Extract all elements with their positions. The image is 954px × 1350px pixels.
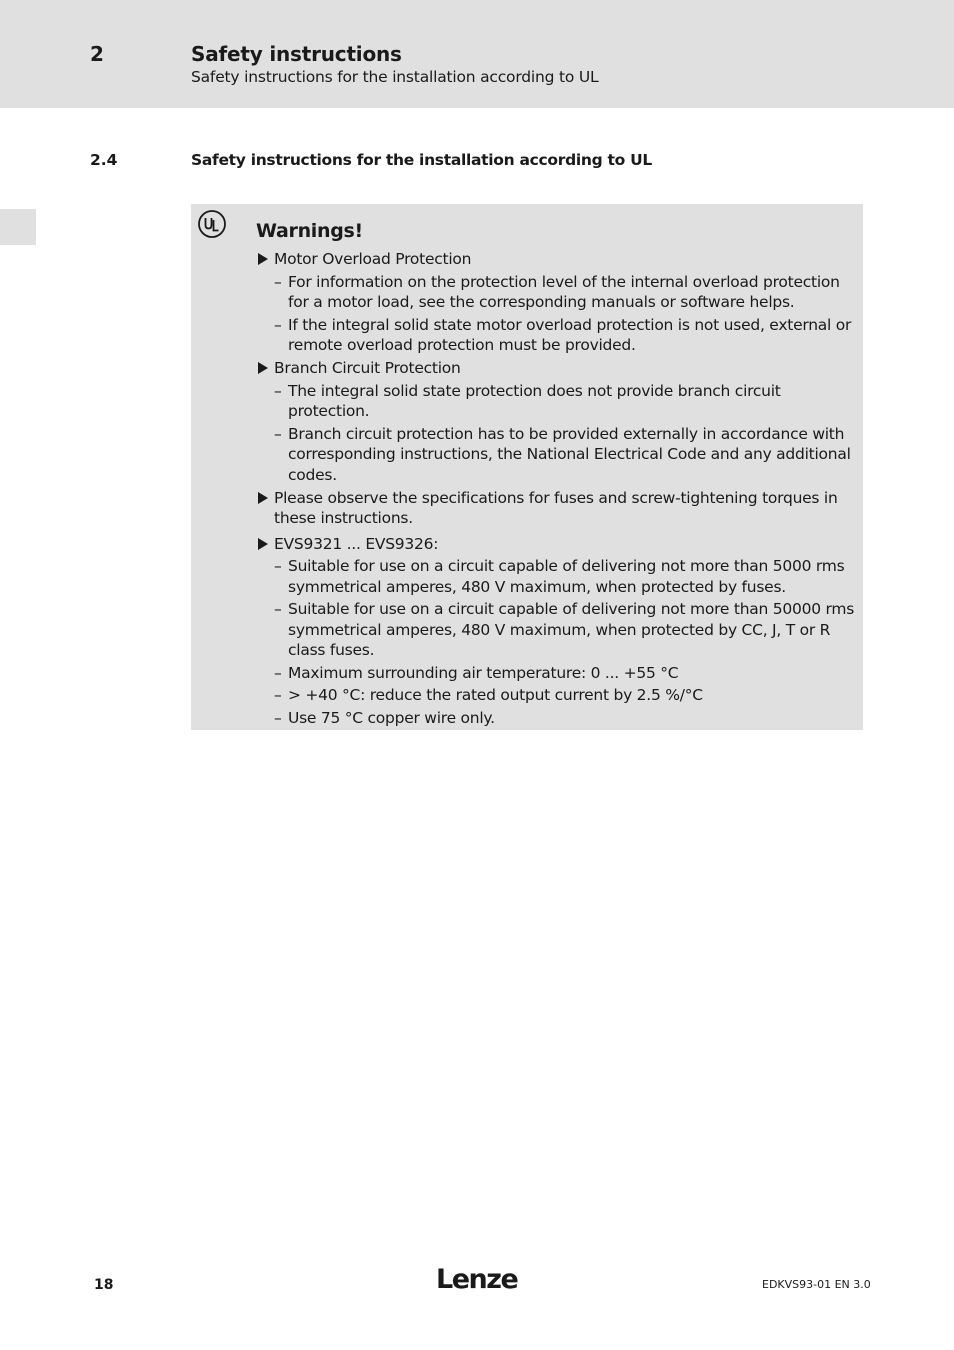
- bullet-triangle-icon: [258, 253, 268, 265]
- dash-marker: –: [274, 708, 282, 727]
- dash-marker: –: [274, 424, 282, 443]
- warning-subitem: [274, 708, 860, 729]
- warning-title: Warnings!: [256, 220, 363, 242]
- warning-subitem-text: If the integral solid state motor overload protection is not used, external or remote overload protection must be provided.: [288, 315, 852, 354]
- header-band: [0, 0, 954, 108]
- warning-item-text: Branch Circuit Protection: [274, 359, 461, 377]
- dash-marker: –: [274, 686, 282, 704]
- warning-subitem-text: Maximum surrounding air temperature: 0 ... +55 °C: [288, 663, 679, 682]
- ul-listing-mark-icon: [197, 209, 227, 239]
- warning-item-text: Please observe the specifications for fuses and screw-tightening torques in these instructions.: [274, 488, 838, 527]
- warning-subitem: [274, 685, 860, 706]
- warning-subitem-text: Branch circuit protection has to be provided externally in accordance with corresponding instructions, the National Electrical Code and any additional codes.: [288, 424, 851, 484]
- section-number: 2.4: [90, 151, 118, 169]
- warning-item: [256, 249, 860, 356]
- warning-subitem: [274, 272, 860, 313]
- warning-subitem-text: Use 75 °C copper wire only.: [288, 708, 495, 727]
- warning-subitem-text: The integral solid state protection does not provide branch circuit protection.: [288, 381, 781, 420]
- bullet-triangle-icon: [258, 362, 268, 374]
- warning-subitem: [274, 424, 860, 486]
- chapter-subtitle: Safety instructions for the installation according to UL: [191, 68, 599, 86]
- warning-item-text: EVS9321 ... EVS9326:: [274, 534, 439, 553]
- bullet-triangle-icon: [258, 492, 268, 504]
- warning-subitem: [274, 599, 860, 661]
- chapter-number: 2: [90, 42, 104, 66]
- warning-item: [256, 488, 860, 529]
- warning-item-text: Motor Overload Protection: [274, 250, 472, 268]
- document-code: EDKVS93-01 EN 3.0: [762, 1278, 871, 1291]
- warning-subitem: [274, 556, 860, 597]
- warning-subitem-text: Suitable for use on a circuit capable of delivering not more than 50000 rms symmetrical amperes, 480 V maximum, when protected by CC, J, T or R class fuses.: [288, 600, 855, 659]
- warning-subitem: [274, 663, 860, 684]
- warning-sublist: [274, 272, 860, 356]
- dash-marker: –: [274, 315, 282, 334]
- warning-subitem-text: > +40 °C: reduce the rated output current by 2.5 %/°C: [288, 686, 703, 704]
- page-number: 18: [94, 1277, 114, 1293]
- section-title: Safety instructions for the installation according to UL: [191, 151, 652, 169]
- dash-marker: –: [274, 600, 282, 618]
- warning-subitem: [274, 381, 860, 422]
- warning-subitem: [274, 315, 860, 356]
- dash-marker: –: [274, 381, 282, 400]
- lenze-logo: Lenze: [436, 1264, 518, 1295]
- warning-subitem-text: For information on the protection level of the internal overload protection for a motor load, see the corresponding manuals or software helps.: [288, 272, 840, 311]
- dash-marker: –: [274, 557, 282, 575]
- warning-subitem-text: Suitable for use on a circuit capable of delivering not more than 5000 rms symmetrical amperes, 480 V maximum, when protected by fuses.: [288, 557, 845, 596]
- dash-marker: –: [274, 272, 282, 291]
- warning-sublist: [274, 556, 860, 728]
- warning-sublist: [274, 381, 860, 486]
- warning-list: [256, 249, 860, 731]
- bullet-triangle-icon: [258, 538, 268, 550]
- warning-item: [256, 534, 860, 729]
- dash-marker: –: [274, 663, 282, 682]
- chapter-title: Safety instructions: [191, 42, 402, 66]
- chapter-side-tab: [0, 209, 36, 245]
- warning-item: [256, 358, 860, 485]
